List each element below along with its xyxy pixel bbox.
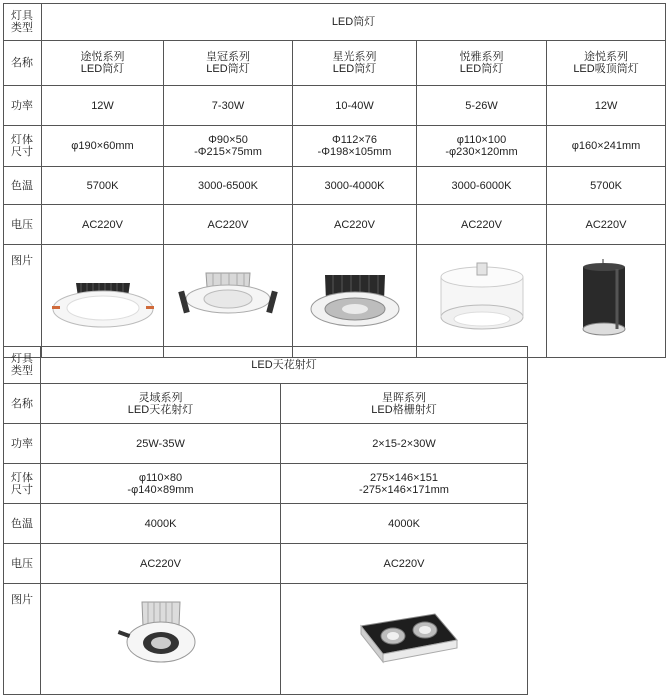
power-value: 12W	[547, 86, 666, 126]
downlight-table	[3, 3, 666, 358]
downlight-image	[48, 261, 158, 341]
product-name: 灵域系列 LED天花射灯	[41, 384, 281, 424]
label-size: 灯体 尺寸	[4, 464, 41, 504]
table-header: LED天花射灯	[41, 347, 528, 384]
product-name: 星光系列 LED筒灯	[293, 41, 417, 86]
voltage-value: AC220V	[417, 205, 547, 245]
product-image	[293, 245, 417, 358]
product-image	[41, 584, 281, 695]
product-image	[164, 245, 293, 358]
label-voltage: 电压	[4, 205, 42, 245]
label-power: 功率	[4, 86, 42, 126]
spotlight-image	[106, 596, 216, 682]
label-name: 名称	[4, 384, 41, 424]
table-header: LED筒灯	[42, 4, 666, 41]
product-image	[417, 245, 547, 358]
label-name: 名称	[4, 41, 42, 86]
size-value: φ190×60mm	[42, 126, 164, 167]
size-value: Φ112×76 -Φ198×105mm	[293, 126, 417, 167]
label-voltage: 电压	[4, 544, 41, 584]
downlight-image	[427, 259, 537, 343]
product-image	[281, 584, 528, 695]
power-value: 2×15-2×30W	[281, 424, 528, 464]
power-value: 5-26W	[417, 86, 547, 126]
temp-value: 4000K	[41, 504, 281, 544]
spotlight-image	[339, 596, 469, 682]
label-type: 灯具 类型	[4, 347, 41, 384]
voltage-value: AC220V	[547, 205, 666, 245]
product-name: 途悦系列 LED筒灯	[42, 41, 164, 86]
power-value: 25W-35W	[41, 424, 281, 464]
label-picture: 图片	[4, 245, 42, 358]
size-value: φ110×100 -φ230×120mm	[417, 126, 547, 167]
size-value: Φ90×50 -Φ215×75mm	[164, 126, 293, 167]
voltage-value: AC220V	[164, 205, 293, 245]
voltage-value: AC220V	[281, 544, 528, 584]
product-name: 皇冠系列 LED筒灯	[164, 41, 293, 86]
power-value: 7-30W	[164, 86, 293, 126]
label-picture: 图片	[4, 584, 41, 695]
product-name: 星晖系列 LED格栅射灯	[281, 384, 528, 424]
voltage-value: AC220V	[42, 205, 164, 245]
downlight-image	[300, 261, 410, 341]
temp-value: 3000-6000K	[417, 167, 547, 205]
product-image	[42, 245, 164, 358]
voltage-value: AC220V	[293, 205, 417, 245]
temp-value: 5700K	[42, 167, 164, 205]
temp-value: 3000-4000K	[293, 167, 417, 205]
label-temp: 色温	[4, 504, 41, 544]
size-value: φ110×80 -φ140×89mm	[41, 464, 281, 504]
power-value: 12W	[42, 86, 164, 126]
temp-value: 4000K	[281, 504, 528, 544]
product-image	[547, 245, 666, 358]
label-temp: 色温	[4, 167, 42, 205]
spotlight-table	[3, 346, 528, 695]
temp-value: 5700K	[547, 167, 666, 205]
voltage-value: AC220V	[41, 544, 281, 584]
label-type: 灯具 类型	[4, 4, 42, 41]
label-size: 灯体 尺寸	[4, 126, 42, 167]
label-power: 功率	[4, 424, 41, 464]
size-value: 275×146×151 -275×146×171mm	[281, 464, 528, 504]
downlight-image	[561, 257, 651, 345]
product-name: 途悦系列 LED吸顶筒灯	[547, 41, 666, 86]
temp-value: 3000-6500K	[164, 167, 293, 205]
power-value: 10-40W	[293, 86, 417, 126]
size-value: φ160×241mm	[547, 126, 666, 167]
product-name: 悦雅系列 LED筒灯	[417, 41, 547, 86]
downlight-image	[173, 261, 283, 341]
